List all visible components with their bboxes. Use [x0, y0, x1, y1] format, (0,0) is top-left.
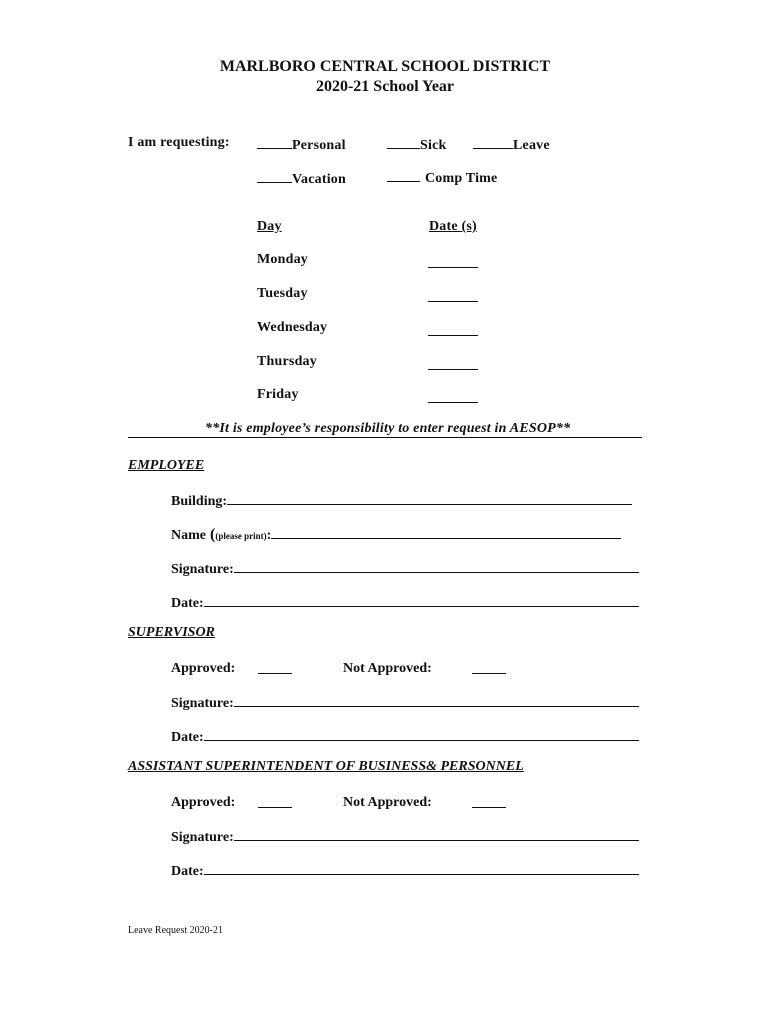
asst-approved-label: Approved:	[171, 795, 236, 810]
name-field[interactable]	[271, 525, 621, 539]
employee-heading: EMPLOYEE	[128, 458, 205, 473]
option-leave[interactable]: Leave	[473, 135, 550, 154]
comp-time-blank[interactable]	[387, 168, 420, 182]
option-vacation[interactable]: Vacation	[257, 169, 346, 188]
date-wednesday-field[interactable]	[428, 322, 478, 336]
supervisor-heading: SUPERVISOR	[128, 625, 215, 640]
supervisor-not-approved-row	[343, 659, 432, 677]
employee-date-label: Date:	[171, 596, 204, 611]
date-monday-field[interactable]	[428, 254, 478, 268]
asst-superintendent-heading: ASSISTANT SUPERINTENDENT OF BUSINESS& PERSONNEL	[128, 759, 524, 774]
name-label: Name	[171, 528, 206, 543]
date-thursday-field[interactable]	[428, 356, 478, 370]
vacation-blank[interactable]	[257, 169, 292, 183]
date-tuesday-field[interactable]	[428, 288, 478, 302]
employee-name-row: Name ((please print):	[171, 525, 621, 544]
supervisor-date-row	[171, 727, 639, 746]
employee-date-row	[171, 593, 639, 612]
asst-date-row	[171, 861, 639, 880]
asst-date-field[interactable]	[204, 861, 639, 875]
footer-label: Leave Request 2020-21	[128, 925, 223, 936]
supervisor-approved-field[interactable]	[258, 660, 292, 674]
supervisor-date-field[interactable]	[204, 727, 639, 741]
option-comp-time[interactable]: Comp Time	[387, 168, 497, 187]
leave-blank[interactable]	[473, 135, 513, 149]
day-monday: Monday	[257, 252, 308, 267]
day-column-header: Day	[257, 219, 282, 234]
notice-divider	[128, 437, 642, 438]
asst-signature-field[interactable]	[234, 827, 639, 841]
supervisor-approved-row	[171, 659, 235, 677]
supervisor-not-approved-field[interactable]	[472, 660, 506, 674]
form-title: MARLBORO CENTRAL SCHOOL DISTRICT	[219, 58, 551, 75]
asst-approved-field[interactable]	[258, 794, 292, 808]
supervisor-date-label: Date:	[171, 730, 204, 745]
asst-not-approved-row	[343, 793, 432, 811]
supervisor-not-approved-label: Not Approved:	[343, 661, 432, 676]
date-friday-field[interactable]	[428, 389, 478, 403]
employee-signature-field[interactable]	[234, 559, 639, 573]
employee-date-field[interactable]	[204, 593, 639, 607]
employee-building-row	[171, 491, 632, 510]
supervisor-signature-field[interactable]	[234, 693, 639, 707]
name-hint: (please print)	[215, 531, 267, 541]
supervisor-signature-label: Signature:	[171, 696, 234, 711]
building-field[interactable]	[227, 491, 632, 505]
sick-blank[interactable]	[387, 135, 420, 149]
day-wednesday: Wednesday	[257, 320, 328, 335]
day-friday: Friday	[257, 387, 299, 402]
day-tuesday: Tuesday	[257, 286, 308, 301]
option-personal[interactable]: Personal	[257, 135, 346, 154]
option-sick[interactable]: Sick	[387, 135, 446, 154]
date-column-header: Date (s)	[429, 219, 477, 234]
personal-blank[interactable]	[257, 135, 292, 149]
asst-approved-row	[171, 793, 235, 811]
requesting-label: I am requesting:	[128, 135, 230, 150]
employee-signature-row	[171, 559, 639, 578]
asst-signature-row	[171, 827, 639, 846]
day-thursday: Thursday	[257, 354, 317, 369]
school-year: 2020-21 School Year	[315, 78, 455, 95]
asst-signature-label: Signature:	[171, 830, 234, 845]
asst-not-approved-field[interactable]	[472, 794, 506, 808]
supervisor-approved-label: Approved:	[171, 661, 236, 676]
employee-signature-label: Signature:	[171, 562, 234, 577]
asst-not-approved-label: Not Approved:	[343, 795, 432, 810]
building-label: Building:	[171, 494, 228, 509]
aesop-notice: **It is employee’s responsibility to enter request in AESOP**	[205, 421, 571, 436]
supervisor-signature-row	[171, 693, 639, 712]
asst-date-label: Date:	[171, 864, 204, 879]
